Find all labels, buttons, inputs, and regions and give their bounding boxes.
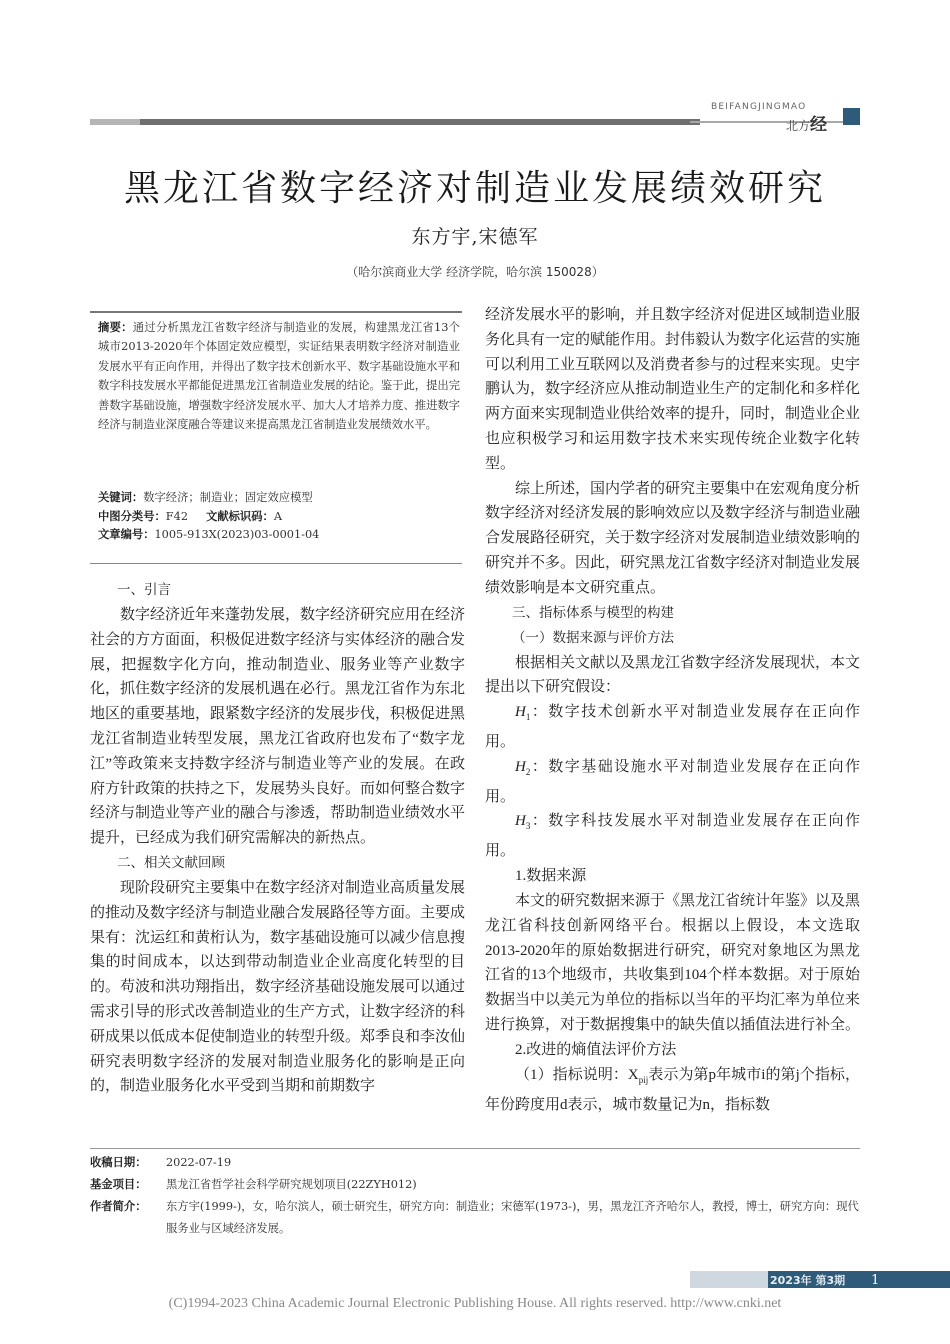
hypothesis-3-label: H bbox=[515, 813, 526, 830]
header-rule bbox=[690, 121, 860, 123]
footnote-fund bbox=[90, 1174, 860, 1196]
paper-title: 黑龙江省数字经济对制造业发展绩效研究 bbox=[123, 168, 826, 209]
fund-label: 基金项目： bbox=[90, 1178, 147, 1191]
subsection-heading-data-method: （一）数据来源与评价方法 bbox=[512, 629, 674, 646]
footnote bbox=[90, 1152, 860, 1240]
hypothesis-1-text: ：数字技术创新水平对制造业发展存在正向作用。 bbox=[485, 704, 860, 750]
hypothesis-2 bbox=[485, 755, 860, 810]
hypothesis-3 bbox=[485, 809, 860, 864]
section-heading-model: 三、指标体系与模型的构建 bbox=[512, 604, 674, 621]
right-column bbox=[485, 303, 860, 1117]
doc-code-value: A bbox=[273, 509, 282, 523]
footer-bar-light bbox=[690, 1271, 768, 1288]
received-date: 2022-07-19 bbox=[166, 1156, 232, 1169]
abstract bbox=[98, 318, 460, 434]
doc-code-label: 文献标识码： bbox=[206, 509, 274, 523]
abstract-bottom-rule bbox=[90, 563, 462, 564]
hypothesis-1 bbox=[485, 700, 860, 755]
section-heading-intro: 一、引言 bbox=[117, 582, 171, 598]
clc-value: F42 bbox=[165, 509, 189, 523]
hypothesis-2-label: H bbox=[515, 758, 526, 775]
header-gray-bar bbox=[90, 119, 700, 125]
abstract-text: 通过分析黑龙江省数字经济与制造业的发展，构建黑龙江省13个城市2013-2020年个体固定效应模型，实证结果表明数字经济对制造业发展水平有正向作用，并得出了数字技术创新水平、数字基础设施水平和数字科技发展水平都能促进黑龙江省制造业发展的结论。鉴于此，提出完善数字基础设施，增强数字经济发展水平、加大人才培养力度、推进数字经济与制造业深度融合等建议来提高黑龙江省制造业发展绩效水平。 bbox=[98, 321, 460, 432]
clc-label: 中图分类号： bbox=[98, 509, 166, 523]
indicator-desc-post: 表示为第p年城市i的第j个指标，年份跨度用d表示，城市数量记为n，指标数 bbox=[485, 1066, 860, 1113]
hypothesis-2-text: ：数字基础设施水平对制造业发展存在正向作用。 bbox=[485, 758, 860, 805]
keywords-label: 关键词： bbox=[98, 491, 144, 504]
journal-logo-block bbox=[843, 108, 860, 125]
abstract-top-rule bbox=[90, 311, 462, 313]
hypothesis-3-sub: 3 bbox=[525, 821, 531, 832]
article-number-row bbox=[98, 526, 460, 545]
journal-name-cn bbox=[786, 110, 827, 135]
abstract-label: 摘要： bbox=[98, 321, 133, 334]
indicator-desc-pre: （1）指标说明：X bbox=[515, 1066, 639, 1083]
indicator-desc-sub: pij bbox=[638, 1074, 649, 1085]
hypothesis-3-text: ：数字科技发展水平对制造业发展存在正向作用。 bbox=[485, 813, 860, 860]
footer-issue bbox=[770, 1272, 879, 1288]
footnote-rule bbox=[90, 1148, 860, 1149]
paragraph-literature: 现阶段研究主要集中在数字经济对制造业高质量发展的推动及数字经济与制造业融合发展路径等方面。主要成果有：沈运红和黄桁认为，数字基础设施可以减少信息搜集的时间成本，以达到带动制造业企业高度化转型的目的。苟波和洪功翔指出，数字经济基础设施发展可以通过需求引导的形式改善制造业的生产方式，让数字经济的科研成果以低成本促使制造业的转型升级。郑季良和李汝仙研究表明数字经济的发展对制造业服务化的影响是正向的，制造业服务化水平受到当期和前期数字 bbox=[90, 879, 466, 1095]
author-bio: 东方宇(1999-)，女，哈尔滨人，硕士研究生，研究方向：制造业；宋德军(1973-)，男，黑龙江齐齐哈尔人，教授，博士，研究方向：现代服务业与区域经济发展。 bbox=[166, 1200, 859, 1235]
article-meta bbox=[98, 489, 460, 545]
left-column bbox=[90, 578, 465, 1099]
paragraph-intro: 数字经济近年来蓬勃发展，数字经济研究应用在经济社会的方方面面，积极促进数字经济与实体经济的融合发展，把握数字化方向，推动制造业、服务业等产业数字化，抓住数字经济的发展机遇在必行。黑龙江省作为东北地区的重要基地，跟紧数字经济的发展步伐，积极促进黑龙江省制造业转型发展，黑龙江省政府也发布了“数字龙江”等政策来支持数字经济与制造业等产业的发展。在政府方针政策的扶持之下，发展势头良好。而如何整合数字经济与制造业等产业的融合与渗透，帮助制造业绩效水平提升，已经成为我们研究需解决的新热点。 bbox=[90, 607, 466, 847]
article-no-value: 1005-913X(2023)03-0001-04 bbox=[154, 528, 320, 541]
paragraph-literature-cont: 经济发展水平的影响，并且数字经济对促进区域制造业服务化具有一定的赋能作用。封伟毅认为数字化运营的实施可以利用工业互联网以及消费者参与的过程来实现。史宇鹏认为，数字经济应从推动制造业生产的定制化和多样化两方面来实现制造业供给效率的提升，同时，制造业企业也应积极学习和运用数字技术来实现传统企业数字化转型。 bbox=[485, 307, 861, 472]
journal-name-en: BEIFANGJINGMAO bbox=[711, 102, 807, 112]
received-label: 收稿日期： bbox=[90, 1156, 147, 1169]
paragraph-summary: 综上所述，国内学者的研究主要集中在宏观角度分析数字经济对经济发展的影响效应以及数字经济与制造业融合发展路径研究，关于数字经济对发展制造业绩效影响的研究并不多。因此，研究黑龙江省数字经济对制造业发展绩效影响是本文研究重点。 bbox=[485, 480, 861, 596]
paper-affiliation: （哈尔滨商业大学 经济学院，哈尔滨 150028） bbox=[346, 265, 604, 279]
paper-authors: 东方宇,宋德军 bbox=[411, 226, 539, 248]
page-number: 1 bbox=[871, 1273, 880, 1288]
header-gray-bar-light bbox=[90, 119, 140, 125]
paragraph-indicator-desc bbox=[485, 1063, 860, 1118]
subsection-heading-data-source: 1.数据来源 bbox=[515, 867, 587, 884]
classification-row bbox=[98, 508, 460, 527]
footnote-bio bbox=[90, 1196, 860, 1240]
keywords-row bbox=[98, 489, 460, 508]
fund-project: 黑龙江省哲学社会科学研究规划项目(22ZYH012) bbox=[166, 1178, 417, 1191]
hypothesis-2-sub: 2 bbox=[525, 766, 531, 777]
issue-label: 2023年 第3期 bbox=[770, 1274, 846, 1287]
footnote-received bbox=[90, 1152, 860, 1174]
hypothesis-1-sub: 1 bbox=[525, 712, 531, 723]
bio-label: 作者简介： bbox=[90, 1200, 147, 1213]
journal-name-cn-big: 经 bbox=[810, 115, 828, 135]
journal-name-cn-small: 北方 bbox=[786, 119, 811, 133]
paragraph-hypothesis-intro: 根据相关文献以及黑龙江省数字经济发展现状，本文提出以下研究假设： bbox=[485, 654, 861, 696]
keywords: 数字经济；制造业；固定效应模型 bbox=[143, 491, 313, 504]
subsection-heading-entropy: 2.改进的熵值法评价方法 bbox=[515, 1041, 677, 1058]
article-no-label: 文章编号： bbox=[98, 528, 155, 541]
hypothesis-1-label: H bbox=[515, 704, 526, 721]
paragraph-data-source: 本文的研究数据来源于《黑龙江省统计年鉴》以及黑龙江省科技创新网络平台。根据以上假设，本文选取2013-2020年的原始数据进行研究，研究对象地区为黑龙江省的13个地级市，共收集到104个样本数据。对于原始数据当中以美元为单位的指标以当年的平均汇率为单位来进行换算，对于数据搜集中的缺失值以插值法进行补全。 bbox=[485, 892, 861, 1033]
copyright-line: (C)1994-2023 China Academic Journal Electronic Publishing House. All rights reserved. http://www.cnki.net bbox=[168, 1296, 782, 1311]
section-heading-literature: 二、相关文献回顾 bbox=[117, 854, 225, 871]
